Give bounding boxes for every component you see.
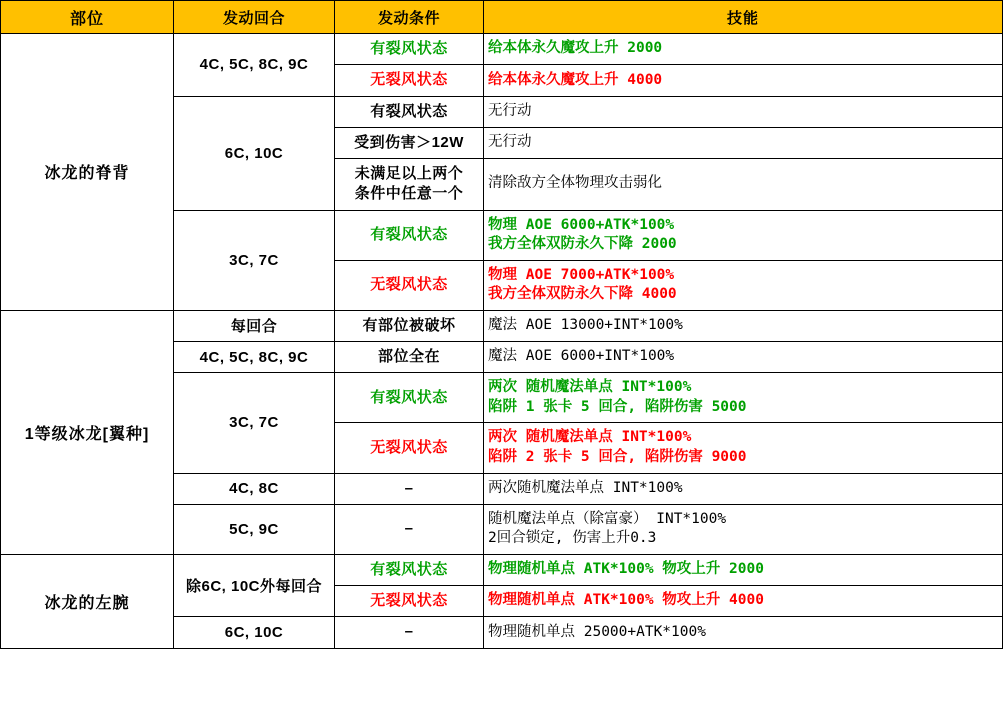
skill-text — [484, 618, 1002, 648]
condition-line: 无裂风状态 — [370, 71, 448, 89]
skill-cell — [484, 96, 1003, 127]
skill-text — [484, 586, 1002, 616]
condition-line: 无裂风状态 — [370, 276, 448, 294]
skill-text — [484, 34, 1002, 64]
condition-text — [335, 433, 483, 463]
skill-line: 清除敌方全体物理攻击弱化 — [488, 175, 662, 192]
condition-text — [335, 65, 483, 95]
condition-line: 条件中任意一个 — [354, 185, 464, 203]
skill-cell — [484, 159, 1003, 211]
skill-cell — [484, 373, 1003, 423]
skill-text — [484, 342, 1002, 372]
skill-text — [484, 373, 1002, 422]
condition-line: 未满足以上两个 — [354, 165, 464, 182]
skill-cell — [484, 260, 1003, 310]
skill-line: 两次随机魔法单点 INT*100% — [488, 479, 683, 496]
condition-line: 有部位被破坏 — [362, 316, 456, 334]
skill-line: 无行动 — [488, 134, 532, 151]
skill-cell — [484, 473, 1003, 504]
condition-text — [335, 383, 483, 413]
condition-line: 有裂风状态 — [370, 388, 448, 406]
skill-text — [484, 211, 1002, 260]
skill-line: 给本体永久魔攻上升 4000 — [488, 71, 663, 88]
turn-cell: 5C, 9C — [174, 504, 335, 554]
condition-cell — [335, 473, 484, 504]
condition-line: – — [404, 479, 414, 497]
turn-cell: 6C, 10C — [174, 617, 335, 648]
condition-cell — [335, 617, 484, 648]
condition-text — [335, 97, 483, 127]
condition-text — [335, 586, 483, 616]
condition-text — [335, 159, 483, 210]
skill-line: 魔法 AOE 6000+INT*100% — [488, 348, 675, 365]
skill-cell — [484, 586, 1003, 617]
condition-line: 无裂风状态 — [370, 592, 448, 610]
turn-cell: 4C, 5C, 8C, 9C — [174, 342, 335, 373]
skill-cell — [484, 342, 1003, 373]
condition-text — [335, 128, 483, 158]
condition-line: 无裂风状态 — [370, 438, 448, 456]
condition-cell — [335, 423, 484, 473]
part-cell: 1等级冰龙[翼种] — [1, 310, 174, 554]
skill-cell — [484, 65, 1003, 96]
skill-text — [484, 66, 1002, 96]
condition-cell — [335, 373, 484, 423]
condition-cell — [335, 586, 484, 617]
skill-line: 两次 随机魔法单点 INT*100% — [488, 429, 692, 446]
skill-text — [484, 261, 1002, 310]
skill-line: 物理随机单点 25000+ATK*100% — [488, 623, 706, 640]
skill-line: 物理随机单点 ATK*100% 物攻上升 4000 — [488, 592, 764, 609]
condition-text — [335, 342, 483, 372]
skill-cell — [484, 554, 1003, 585]
skill-line: 魔法 AOE 13000+INT*100% — [488, 317, 683, 334]
skill-text — [484, 128, 1002, 158]
skill-line: 物理 AOE 6000+ATK*100% — [488, 216, 675, 233]
condition-line: 有裂风状态 — [370, 102, 448, 120]
table-row — [1, 310, 1003, 341]
condition-cell — [335, 310, 484, 341]
turn-cell: 每回合 — [174, 310, 335, 341]
skill-cell — [484, 504, 1003, 554]
condition-cell — [335, 260, 484, 310]
header-condition: 发动条件 — [335, 1, 484, 34]
condition-text — [335, 514, 483, 544]
skill-text — [484, 423, 1002, 472]
turn-cell: 3C, 7C — [174, 210, 335, 310]
skill-cell — [484, 34, 1003, 65]
turn-cell: 6C, 10C — [174, 96, 335, 210]
condition-cell — [335, 65, 484, 96]
skill-text — [484, 505, 1002, 554]
part-cell: 冰龙的脊背 — [1, 34, 174, 311]
condition-line: 受到伤害＞12W — [354, 133, 464, 151]
condition-cell — [335, 554, 484, 585]
skill-line: 无行动 — [488, 102, 532, 119]
skill-line: 我方全体双防永久下降 2000 — [488, 236, 677, 253]
condition-cell — [335, 34, 484, 65]
skill-line: 随机魔法单点（除富豪） INT*100% — [488, 510, 727, 527]
skill-cell — [484, 127, 1003, 158]
condition-text — [335, 220, 483, 250]
skill-cell — [484, 310, 1003, 341]
skill-text — [484, 555, 1002, 585]
skill-cell — [484, 423, 1003, 473]
condition-text — [335, 34, 483, 64]
condition-cell — [335, 96, 484, 127]
condition-cell — [335, 159, 484, 211]
skill-line: 陷阱 2 张卡 5 回合, 陷阱伤害 9000 — [488, 448, 747, 465]
condition-text — [335, 617, 483, 647]
condition-line: 有裂风状态 — [370, 560, 448, 578]
condition-cell — [335, 127, 484, 158]
skill-line: 2回合锁定, 伤害上升0.3 — [488, 530, 657, 547]
header-row — [1, 1, 1003, 34]
skill-line: 两次 随机魔法单点 INT*100% — [488, 379, 692, 396]
skill-cell — [484, 617, 1003, 648]
condition-text — [335, 270, 483, 300]
header-turn: 发动回合 — [174, 1, 335, 34]
table-row — [1, 554, 1003, 585]
condition-line: – — [404, 520, 414, 538]
condition-line: 部位全在 — [377, 348, 440, 365]
turn-cell: 4C, 8C — [174, 473, 335, 504]
part-cell: 冰龙的左腕 — [1, 554, 174, 648]
skill-line: 给本体永久魔攻上升 2000 — [488, 40, 663, 57]
skill-text — [484, 311, 1002, 341]
skill-text — [484, 97, 1002, 127]
condition-text — [335, 311, 483, 341]
skill-line: 我方全体双防永久下降 4000 — [488, 286, 677, 303]
condition-text — [335, 474, 483, 504]
table-header — [1, 1, 1003, 34]
condition-line: 有裂风状态 — [370, 225, 448, 243]
skill-cell — [484, 210, 1003, 260]
skill-text — [484, 474, 1002, 504]
condition-line: 有裂风状态 — [370, 40, 448, 57]
header-part: 部位 — [1, 1, 174, 34]
skill-line: 陷阱 1 张卡 5 回合, 陷阱伤害 5000 — [488, 398, 747, 415]
skill-text — [484, 169, 1002, 199]
condition-text — [335, 555, 483, 585]
header-skill: 技能 — [484, 1, 1003, 34]
turn-cell: 3C, 7C — [174, 373, 335, 473]
table-body — [1, 34, 1003, 649]
condition-cell — [335, 210, 484, 260]
condition-cell — [335, 342, 484, 373]
skill-line: 物理随机单点 ATK*100% 物攻上升 2000 — [488, 561, 764, 578]
turn-cell: 除6C, 10C外每回合 — [174, 554, 335, 617]
table-row — [1, 34, 1003, 65]
turn-cell: 4C, 5C, 8C, 9C — [174, 34, 335, 97]
skill-line: 物理 AOE 7000+ATK*100% — [488, 266, 675, 283]
condition-cell — [335, 504, 484, 554]
condition-line: – — [404, 623, 414, 641]
